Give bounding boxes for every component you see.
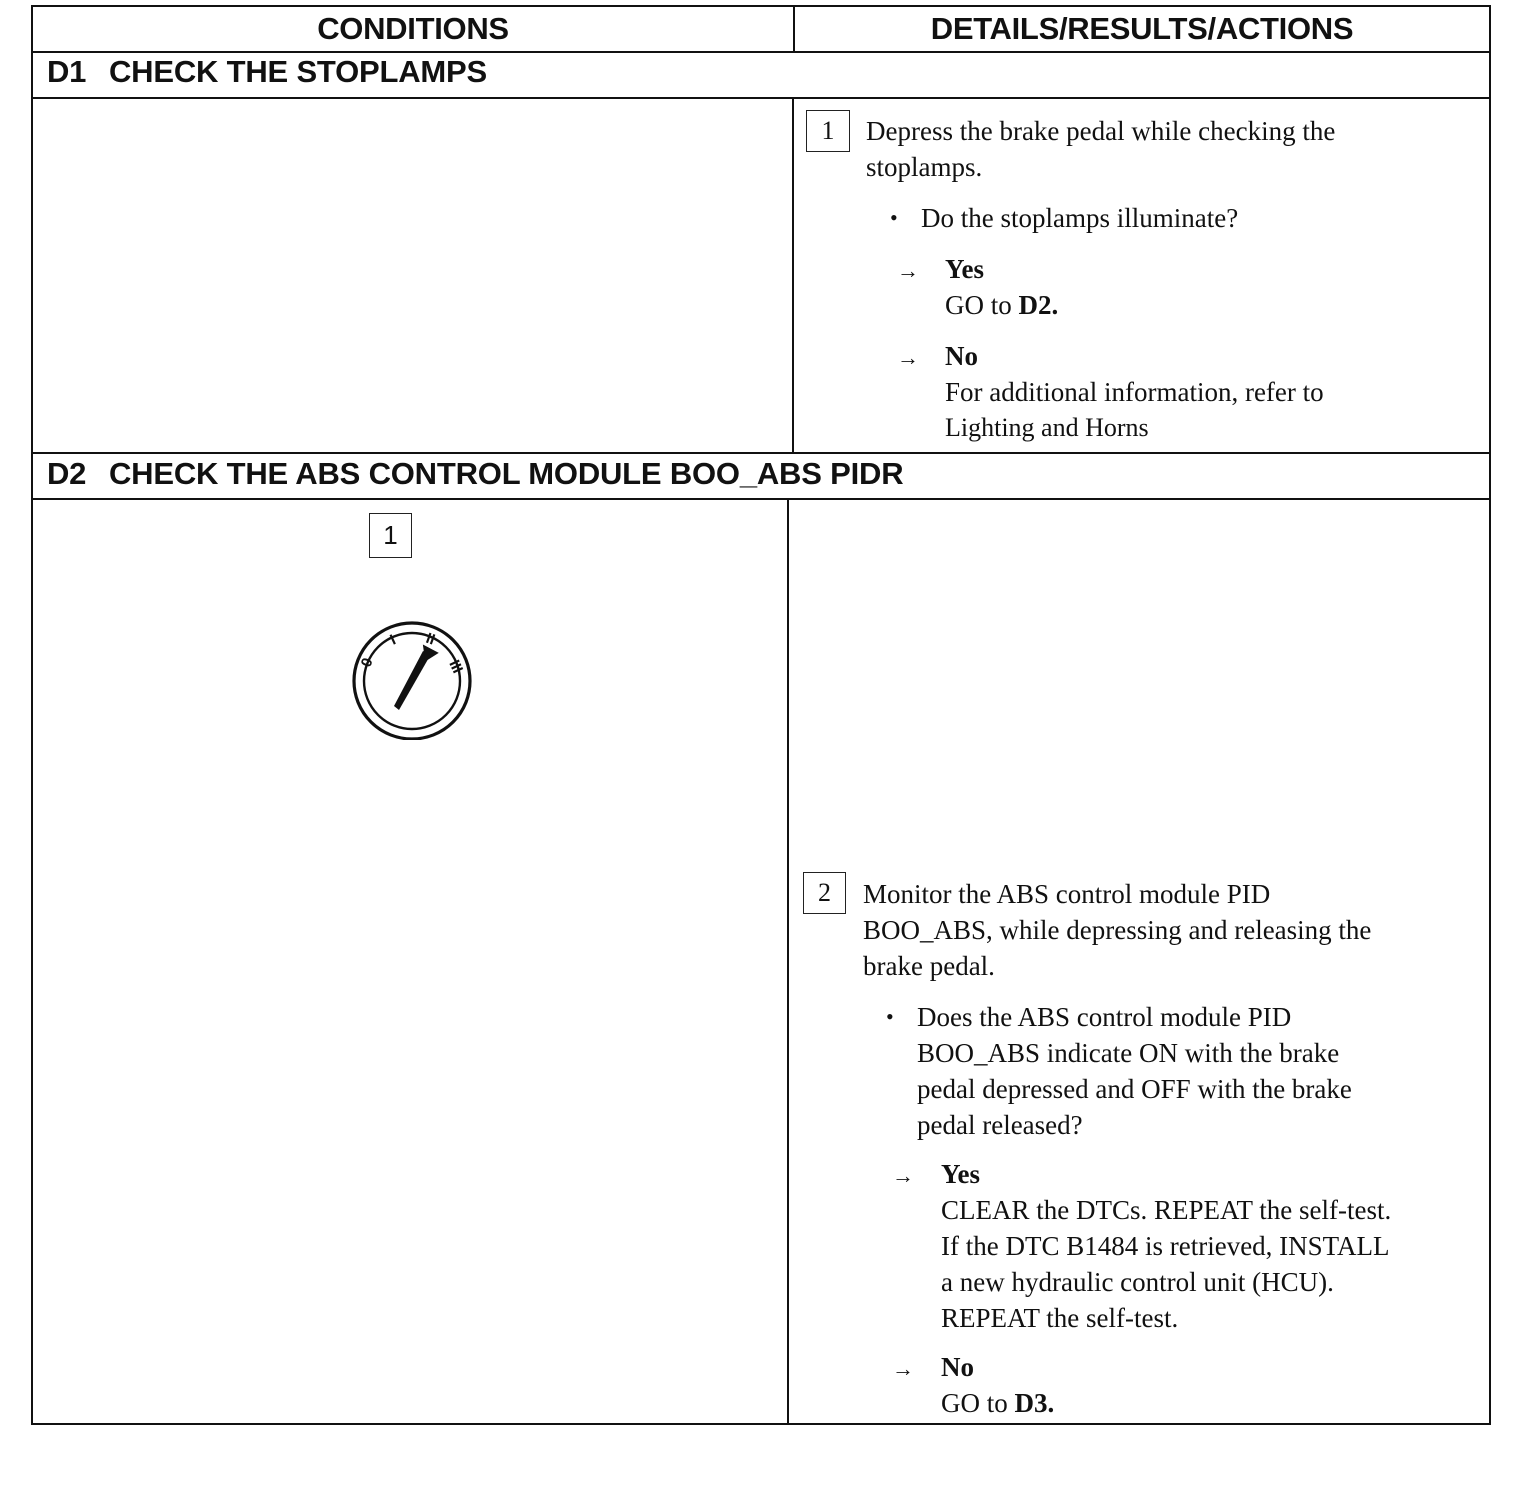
d2-step-instruction [863,876,1473,984]
d1-question: Do the stoplamps illuminate? [921,203,1239,233]
d2-column-divider [787,498,789,1425]
d1-yes-reference: D2. [1018,290,1059,320]
d1-step-number-box: 1 [806,110,850,152]
ignition-position-label: I [387,631,399,649]
d1-step-instruction [866,113,1466,185]
d2-yes-action-line: If the DTC B1484 is retrieved, INSTALL [941,1231,1390,1261]
d2-yes-label: Yes [941,1159,980,1189]
ignition-position-label: III [445,657,467,677]
d2-instruction-line: BOO_ABS, while depressing and releasing the [863,915,1372,945]
details-header: DETAILS/RESULTS/ACTIONS [930,11,1354,46]
ignition-position-label: II [423,629,438,649]
ignition-switch-icon [351,618,475,740]
d1-yes-label: Yes [945,254,984,284]
d1-yes-action [945,287,1058,323]
d1-no-action: For additional information, refer to [945,377,1324,407]
d1-column-divider [792,97,794,453]
d2-no-label: No [941,1352,974,1382]
d1-title-text: CHECK THE STOPLAMPS [109,54,487,89]
d2-question [917,999,1477,1143]
d2-no-action-text: GO to [941,1388,1015,1418]
d2-title-text: CHECK THE ABS CONTROL MODULE BOO_ABS PIDR [109,456,904,491]
arrow-right-icon: → [892,1163,914,1188]
d2-yes-action [941,1192,1481,1336]
d2-condition-step-box: 1 [369,513,412,558]
d2-yes-action-line: REPEAT the self-test. [941,1303,1179,1333]
d1-no-label: No [945,341,978,371]
d1-title [47,52,487,92]
arrow-right-icon: → [892,1356,914,1381]
d2-question-line: BOO_ABS indicate ON with the brake [917,1038,1340,1068]
d2-step-number-box: 2 [803,872,846,914]
d2-question-line: Does the ABS control module PID [917,1002,1292,1032]
d1-instruction-line: stoplamps. [866,152,983,182]
d1-title-divider [31,97,1491,99]
d2-no-reference: D3. [1014,1388,1055,1418]
bullet-icon: • [886,1004,894,1029]
d2-question-line: pedal depressed and OFF with the brake [917,1074,1352,1104]
bullet-icon: • [890,205,898,230]
d2-no-action [941,1385,1054,1421]
d2-yes-action-line: CLEAR the DTCs. REPEAT the self-test. [941,1195,1392,1225]
conditions-header: CONDITIONS [317,11,509,46]
d2-instruction-line: Monitor the ABS control module PID [863,879,1271,909]
d2-instruction-line: brake pedal. [863,951,995,981]
d1-yes-action-text: GO to [945,290,1019,320]
arrow-right-icon: → [897,345,919,370]
d2-question-line: pedal released? [917,1110,1083,1140]
ignition-position-label: 0 [357,655,377,670]
d1-number: D1 [47,54,87,89]
d2-title-divider [31,498,1491,500]
d2-yes-action-line: a new hydraulic control unit (HCU). [941,1267,1334,1297]
arrow-right-icon: → [897,258,919,283]
d2-number: D2 [47,456,87,491]
d1-no-reference-link[interactable]: Lighting and Horns [945,413,1149,442]
d2-title [47,454,903,494]
d1-instruction-line: Depress the brake pedal while checking the [866,116,1336,146]
